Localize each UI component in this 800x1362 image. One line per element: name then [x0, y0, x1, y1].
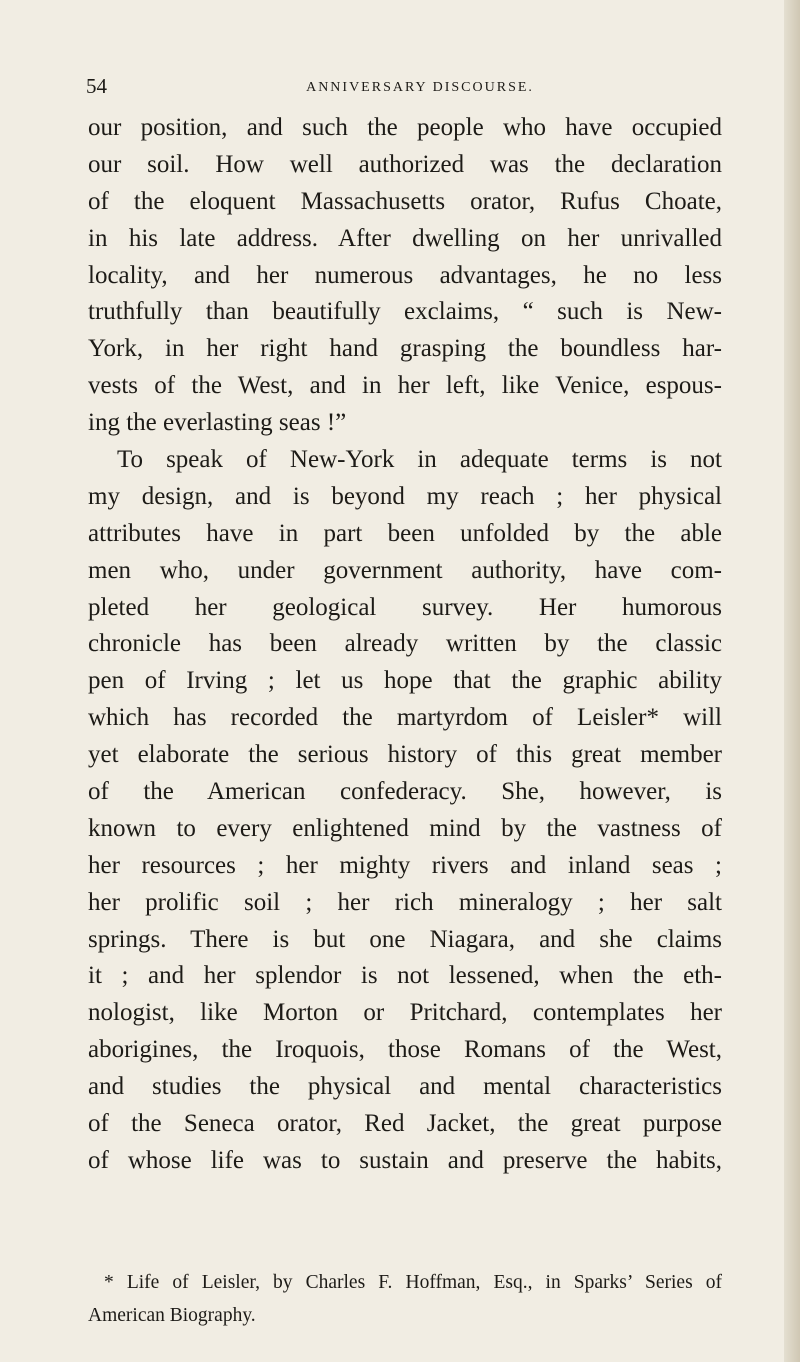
text-line: in his late address. After dwelling on her unrivalled	[88, 224, 722, 252]
text-line: pleted her geological survey. Her humorous	[88, 593, 722, 621]
text-line: truthfully than beautifully exclaims, “ such is New-	[88, 298, 722, 326]
text-line: vests of the West, and in her left, like Venice, espous-	[88, 372, 722, 400]
text-line: of the American confederacy. She, however, is	[88, 778, 722, 806]
text-line: and studies the physical and mental characteristics	[88, 1073, 722, 1101]
text-line: her prolific soil ; her rich mineralogy ; her salt	[88, 888, 722, 916]
page-number: 54	[86, 74, 107, 98]
text-line: chronicle has been already written by the classic	[88, 630, 722, 658]
page-edge	[784, 0, 800, 1362]
text-line: ing the everlasting seas !”	[88, 409, 347, 437]
footnote-line: American Biography.	[88, 1305, 256, 1326]
text-line: York, in her right hand grasping the boundless har-	[88, 335, 722, 363]
text-line: locality, and her numerous advantages, he no less	[88, 261, 722, 289]
body-text	[88, 110, 722, 1180]
text-line: known to every enlightened mind by the vastness of	[88, 814, 722, 842]
text-line: our position, and such the people who have occupied	[88, 114, 722, 141]
text-line: her resources ; her mighty rivers and inland seas ;	[88, 851, 722, 879]
text-line: of the eloquent Massachusetts orator, Rufus Choate,	[88, 187, 722, 215]
footnote	[88, 1266, 722, 1332]
text-line: of the Seneca orator, Red Jacket, the great purpose	[88, 1110, 722, 1138]
text-line: which has recorded the martyrdom of Leisler* will	[88, 704, 722, 732]
text-line: pen of Irving ; let us hope that the graphic ability	[88, 667, 722, 695]
text-line: men who, under government authority, have com-	[88, 556, 722, 584]
text-line: my design, and is beyond my reach ; her physical	[88, 482, 722, 510]
text-line: yet elaborate the serious history of this great member	[88, 741, 722, 769]
text-line: it ; and her splendor is not lessened, when the eth-	[88, 962, 722, 990]
running-head: ANNIVERSARY DISCOURSE.	[306, 80, 534, 95]
text-line: nologist, like Morton or Pritchard, contemplates her	[88, 999, 722, 1027]
text-line: springs. There is but one Niagara, and she claims	[88, 925, 722, 953]
text-line: of whose life was to sustain and preserve the habits,	[88, 1146, 722, 1174]
text-line: our soil. How well authorized was the declaration	[88, 150, 722, 178]
text-line: aborigines, the Iroquois, those Romans of the West,	[88, 1036, 722, 1064]
text-line: attributes have in part been unfolded by the able	[88, 519, 722, 547]
paragraph-start-line: To speak of New-York in adequate terms is not	[117, 446, 722, 474]
footnote-line: * Life of Leisler, by Charles F. Hoffman, Esq., in Sparks’ Series of	[104, 1272, 722, 1293]
